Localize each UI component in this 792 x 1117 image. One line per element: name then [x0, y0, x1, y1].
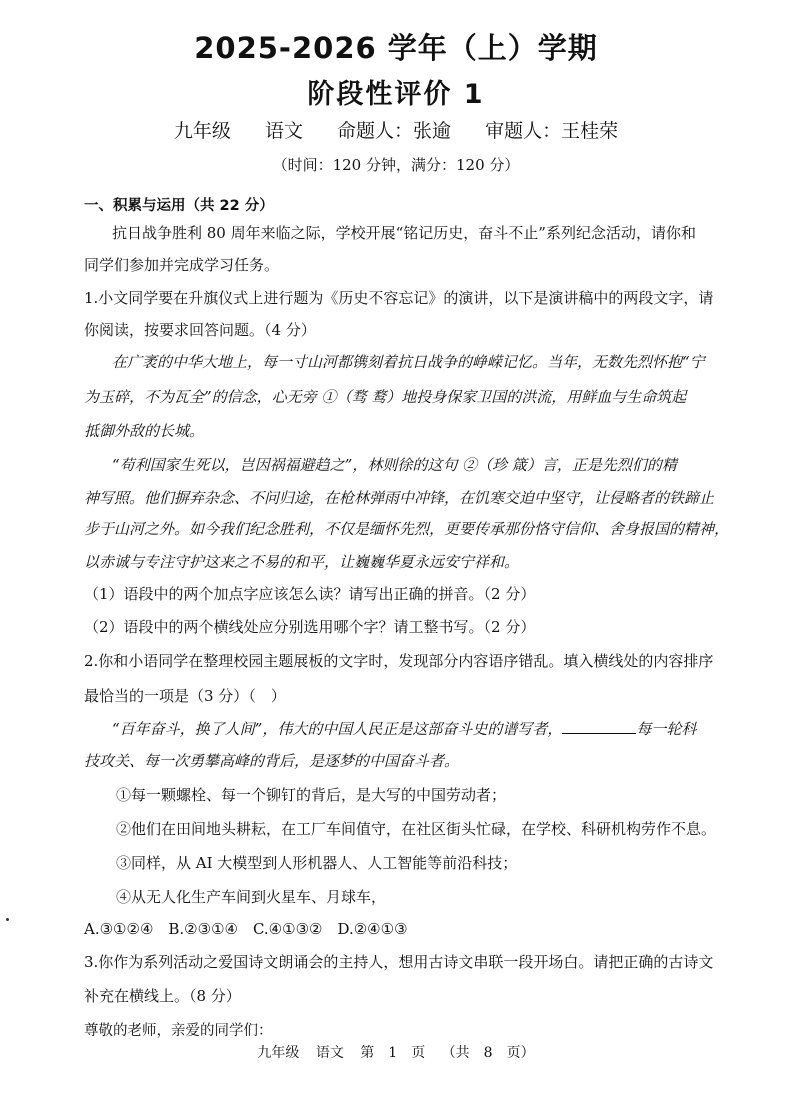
page-footer [0, 1042, 792, 1062]
passage-line: 神写照。他们摒弃杂念、不问归途，在枪林弹雨中冲锋，在饥寒交迫中坚守，让侵略者的铁蹄止 [84, 489, 715, 507]
question-2: 最恰当的一项是（3 分）（ ） [84, 687, 286, 705]
sub-question: （1）语段中的两个加点字应该怎么读？请写出正确的拼音。（2 分） [84, 585, 536, 603]
answer-choices: A.③①②④ B.②③①④ C.④①③② D.②④①③ [84, 920, 408, 938]
sub-question: （2）语段中的两个横线处应分别选用哪个字？请工整书写。（2 分） [84, 618, 536, 636]
question-1: 你阅读，按要求回答问题。（4 分） [84, 321, 316, 339]
intro-line: 同学们参加并完成学习任务。 [84, 256, 280, 274]
greeting-line: 尊敬的老师，亲爱的同学们： [84, 1023, 273, 1039]
option-line: ②他们在田间地头耕耘，在工厂车间值守，在社区街头忙碌，在学校、科研机构劳作不息。 [116, 820, 717, 838]
footer-grade: 九年级 [257, 1045, 300, 1061]
passage-line: 在广袤的中华大地上，每一寸山河都镌刻着抗日战争的峥嵘记忆。当年，无数先烈怀抱“宁 [112, 353, 705, 371]
passage-line: 为玉碎，不为瓦全”的信念，心无旁 ①（骛 鹜）地投身保家卫国的洪流，用鲜血与生命筑起 [84, 388, 687, 406]
intro-line: 抗日战争胜利 80 周年来临之际，学校开展“铭记历史，奋斗不止”系列纪念活动，请你和 [112, 224, 696, 242]
answer-blank [562, 719, 636, 734]
grade-label: 九年级 [173, 120, 231, 142]
option-line: ③同样，从 AI 大模型到人形机器人、人工智能等前沿科技； [116, 854, 518, 872]
exam-subtitle: 阶段性评价 1 [307, 79, 485, 110]
setter-label: 命题人：张逾 [337, 120, 452, 142]
passage-line: 技攻关、每一次勇攀高峰的背后，是逐梦的中国奋斗者。 [84, 752, 460, 770]
passage-text: 每一轮科 [636, 720, 697, 738]
option-line: ①每一颗螺栓、每一个铆钉的背后，是大写的中国劳动者； [116, 786, 507, 804]
exam-meta [0, 116, 792, 143]
scan-speck [6, 918, 9, 921]
passage-line: “苟利国家生死以，岂因祸福避趋之”，林则徐的这句 ②（珍 箴）言，正是先烈们的精 [112, 456, 677, 474]
passage-line: 以赤诚与专注守护这来之不易的和平，让巍巍华夏永远安宁祥和。 [84, 553, 520, 571]
question-3: 补充在横线上。（8 分） [84, 987, 241, 1005]
time-info: （时间：120 分钟，满分：120 分） [272, 156, 520, 174]
footer-page: 第 1 页 [360, 1045, 426, 1061]
passage-line [112, 718, 742, 739]
question-1: 1.小文同学要在升旗仪式上进行题为《历史不容忘记》的演讲，以下是演讲稿中的两段文字，请 [84, 289, 714, 307]
question-2: 2.你和小语同学在整理校园主题展板的文字时，发现部分内容语序错乱。填入横线处的内容排序 [84, 652, 714, 670]
option-line: ④从无人化生产车间到火星车、月球车， [116, 888, 387, 906]
passage-line: 步于山河之外。如今我们纪念胜利，不仅是缅怀先烈，更要传承那份恪守信仰、舍身报国的精神， [84, 520, 730, 538]
reviewer-label: 审题人：王桂荣 [485, 120, 619, 142]
question-3: 3.你作为系列活动之爱国诗文朗诵会的主持人，想用古诗文串联一段开场白。请把正确的古诗文 [84, 953, 714, 971]
subject-label: 语文 [264, 120, 303, 142]
section-heading: 一、积累与运用（共 22 分） [84, 198, 274, 214]
exam-title: 2025-2026 学年（上）学期 [194, 31, 598, 65]
footer-subject: 语文 [315, 1045, 344, 1061]
footer-total: （共 8 页） [441, 1045, 535, 1061]
passage-text: “百年奋斗，换了人间”，伟大的中国人民正是这部奋斗史的谱写者， [112, 720, 563, 738]
passage-line: 抵御外敌的长城。 [84, 422, 205, 440]
